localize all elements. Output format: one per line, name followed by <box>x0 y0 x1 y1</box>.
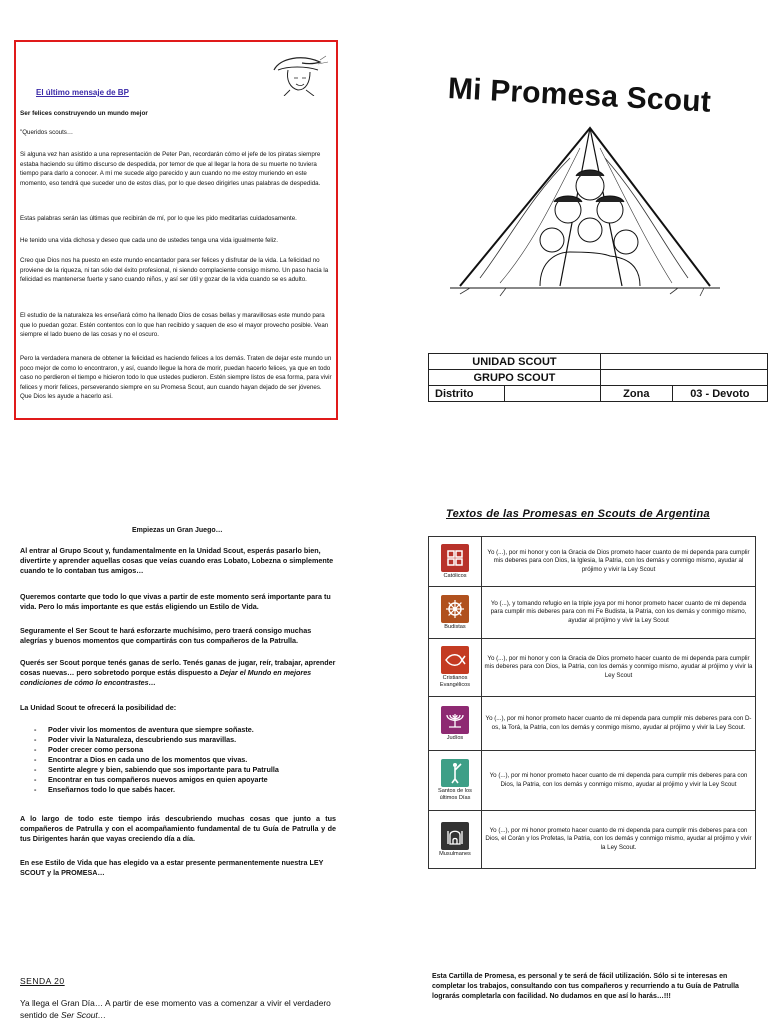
bp-paragraph: He tenido una vida dichosa y deseo que cada uno de ustedes tenga una vida igualmente feliz. <box>20 237 278 244</box>
juego-paragraph <box>20 658 336 688</box>
mosque-icon <box>441 822 469 850</box>
religion-cell <box>429 537 482 587</box>
promesa-text: Yo (...), por mi honor y con la Gracia de Dios prometo hacer cuanto de mi dependa para cumplir mis deberes para con Dios, la Patria, con los demás y conmigo mismo, ayudar al prójimo y vivir la Ley Scout <box>482 639 756 697</box>
unit-info-table <box>428 353 768 402</box>
religion-cell <box>429 751 482 811</box>
religion-cell <box>429 587 482 639</box>
list-item: - Encontrar a Dios en cada uno de los momentos que vivas. <box>34 755 279 765</box>
religion-label: Santos de los últimos Días <box>438 788 472 801</box>
promesa-text: Yo (...), por mi honor prometo hacer cuanto de mi dependa para cumplir mis deberes para con Dios, el Corán y los Profetas, la Patria, con los demás y conmigo mismo, ayudar al prójimo y vivir la Ley Scout. <box>482 811 756 869</box>
possibility-list <box>34 725 279 795</box>
menorah-icon <box>441 706 469 734</box>
promesa-text: Yo (...), y tomando refugio en la triple joya por mi honor prometo hacer cuanto de mi dependa para cumplir mis deberes para con mi Fe Budista, la Patria, con los demás y conmigo mismo, ayudar al prójimo y vivir la Ley Scout <box>482 587 756 639</box>
distrito-value[interactable] <box>505 386 601 402</box>
distrito-label: Distrito <box>429 386 505 402</box>
religion-cell <box>429 697 482 751</box>
juego-title: Empiezas un Gran Juego… <box>132 527 223 534</box>
baden-powell-portrait-icon <box>268 50 330 101</box>
dharma-wheel-icon <box>441 595 469 623</box>
promesa-text: Yo (...), por mi honor y con la Gracia de Dios prometo hacer cuanto de mi dependa para cumplir mis deberes para con Dios, la Iglesia, la Patria, con los demás y conmigo mismo, ayudar al prójimo y vivir la Ley Scout <box>482 537 756 587</box>
fish-icon <box>441 646 469 674</box>
juego-paragraph: Al entrar al Grupo Scout y, fundamentalmente en la Unidad Scout, esperás pasarlo bien, divertirte y aprender aquellas cosas que veías cuando eras Lobato, Lobezna o simplemente cuando te lo contaban tus amigos… <box>20 546 334 575</box>
list-item: - Sentirte alegre y bien, sabiendo que sos importante para tu Patrulla <box>34 765 279 775</box>
senda-text <box>20 997 336 1021</box>
list-item: - Poder vivir los momentos de aventura que siempre soñaste. <box>34 725 279 735</box>
religion-label: Musulmanes <box>439 850 471 857</box>
list-item: - Enseñarnos todo lo que sabés hacer. <box>34 785 279 795</box>
senda-title: SENDA 20 <box>20 976 65 986</box>
cartilla-note: Esta Cartilla de Promesa, es personal y te será de fácil utilización. Sólo si te interesas en completar los trabajos, consultando con tus compañeros y recurriendo a tu Guía de Patrulla lograrás completarla con facilidad. No dudamos en que así lo harás…!!! <box>432 973 739 1000</box>
bp-paragraph: Si alguna vez han asistido a una representación de Peter Pan, recordarán cómo el jefe de los piratas siempre estaba haciendo su último discurso de despedida, por temor de que al llegar la hora de su muerte no tuviera tiempo para darlo a conocer. A mí me sucede algo parecido y aun cuando no me estoy muriendo en este momento, eso tendrá que suceder uno de estos días, por lo que deseo dirigirles unas palabras de despedida. <box>20 151 321 187</box>
page-title: Mi Promesa Scout <box>447 72 712 119</box>
list-item: - Poder vivir la Naturaleza, descubriendo sus maravillas. <box>34 735 279 745</box>
promesa-text: Yo (...), por mi honor prometo hacer cuanto de mi dependa para cumplir mis deberes para con D-os, la Torá, la Patria, con los demás y conmigo mismo, ayudar al prójimo y vivir la Ley Scout. <box>482 697 756 751</box>
religion-cell <box>429 639 482 697</box>
bp-paragraph: Estas palabras serán las últimas que recibirán de mí, por lo que les pido meditarlas cuidadosamente. <box>20 215 297 222</box>
juego-paragraph: En ese Estilo de Vida que has elegido va a estar presente permanentemente nuestra LEY SCOUT y la PROMESA… <box>20 858 324 877</box>
list-item: - Encontrar en tus compañeros nuevos amigos en quien apoyarte <box>34 775 279 785</box>
promesa-text: Yo (...), por mi honor prometo hacer cuanto de mi dependa para cumplir mis deberes para con Dios, la Patria, con los demás y conmigo mismo, ayudar al prójimo y vivir la Ley Scout <box>482 751 756 811</box>
bp-paragraph: "Queridos scouts… <box>20 129 74 136</box>
bp-paragraph: El estudio de la naturaleza les enseñará cómo ha llenado Dios de cosas bellas y maravillosas este mundo para que lo puedan gozar. Estén contentos con lo que han recibido y saquen de eso el mayor provecho posible. Vean siempre el lado bueno de las cosas y no el oscuro. <box>20 312 329 339</box>
grupo-value[interactable] <box>600 370 767 386</box>
religion-cell <box>429 811 482 869</box>
juego-p4-text: Querés ser Scout porque tenés ganas de serlo. Tenés ganas de jugar, reír, trabajar, aprender cosas nuevas… pero sobretodo porque estás dispuesto a <box>20 658 336 677</box>
unidad-value[interactable] <box>600 354 767 370</box>
zona-label: Zona <box>600 386 672 402</box>
bp-subtitle: Ser felices construyendo un mundo mejor <box>20 110 148 117</box>
juego-paragraph: Seguramente el Ser Scout te hará esforzarte muchísimo, pero traerá consigo muchas alegrías y buenos momentos que compartirás con tus compañeros de la Patrulla. <box>20 626 312 645</box>
juego-p4-italic: Dejar el Mundo en mejores condiciones de cómo lo encontrastes… <box>20 668 312 687</box>
bp-paragraph: Creo que Dios nos ha puesto en este mundo encantador para ser felices y disfrutar de la vida. La felicidad no proviene de la riqueza, ni tan sólo del éxito profesional, ni siendo complaciente consigo mismo. Un paso hacia la felicidad es mantenerse fuerte y sano cuando niños, y así ser útil y gozar de la vida cuando se es adulto. <box>20 257 329 284</box>
table-row <box>429 537 756 587</box>
senda-text-main: Ya llega el Gran Día… A partir de ese momento vas a comenzar a vivir el verdadero sentido de <box>20 998 331 1020</box>
table-row <box>429 811 756 869</box>
table-row <box>429 587 756 639</box>
juego-paragraph: A lo largo de todo este tiempo irás descubriendo muchas cosas que junto a tus compañeros de Patrulla y con el acompañamiento fundamental de tu Guía de Patrulla y de tus Dirigentes harán que vayas creciendo día a día. <box>20 814 336 843</box>
zona-value: 03 - Devoto <box>672 386 767 402</box>
promesas-table <box>428 536 756 869</box>
angel-moroni-icon <box>441 759 469 787</box>
table-row <box>429 751 756 811</box>
promesas-title: Textos de las Promesas en Scouts de Argentina <box>446 508 710 520</box>
bp-title: El último mensaje de BP <box>36 88 129 97</box>
religion-label: Judíos <box>446 734 464 741</box>
juego-paragraph: Queremos contarte que todo lo que vivas a partir de este momento será importante para tu vida. Pero lo más importante es que estás eligiendo un Estilo de Vida. <box>20 592 331 611</box>
grupo-label: GRUPO SCOUT <box>429 370 601 386</box>
unidad-label: UNIDAD SCOUT <box>429 354 601 370</box>
table-row <box>429 639 756 697</box>
religion-label: Budistas <box>444 623 466 630</box>
religion-label: Cristianos Evangélicos <box>439 675 471 688</box>
scouts-in-tent-illustration <box>440 118 730 313</box>
catolicos-icon <box>441 544 469 572</box>
table-row <box>429 697 756 751</box>
bp-paragraph: Pero la verdadera manera de obtener la felicidad es haciendo felices a los demás. Traten de dejar este mundo un poco mejor de como lo encontraron, y así, cuando llegue la hora de morir, puedan hacerlo felices, ya que en todo caso no perdieron el tiempo e hicieron todo lo que ustedes pudieron. Estén siempre listos de esa forma, para vivir felices y morir felices, perseverando siempre en su Promesa Scout, aun cuando hayan dejado de ser jóvenes. Que Dios les ayude a hacerlo así. <box>20 355 332 401</box>
religion-label: Católicos <box>443 572 467 579</box>
juego-paragraph: La Unidad Scout te ofrecerá la posibilidad de: <box>20 703 177 712</box>
senda-text-italic: Ser Scout… <box>60 1010 107 1020</box>
list-item: - Poder crecer como persona <box>34 745 279 755</box>
